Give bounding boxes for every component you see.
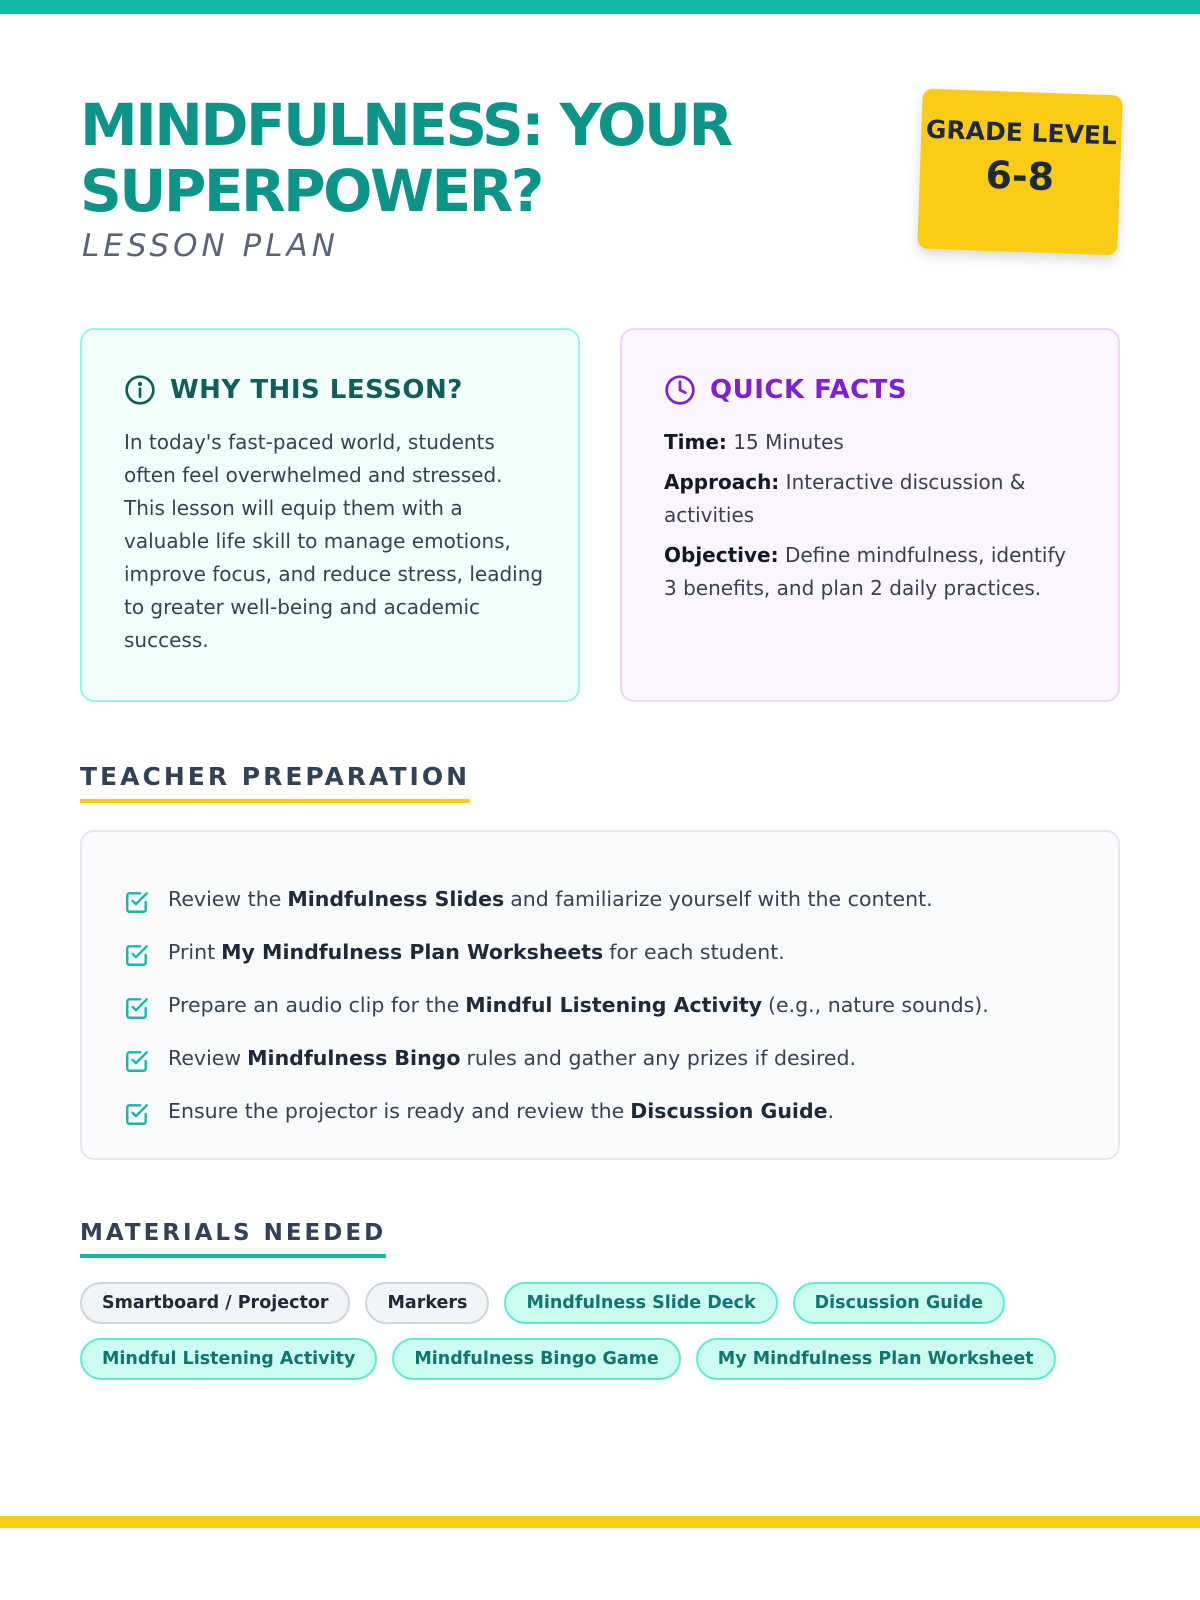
page-title: MINDFULNESS: YOUR SUPERPOWER? xyxy=(80,91,731,225)
prep-item-text: Review xyxy=(168,1045,242,1070)
facts-card-header xyxy=(664,374,907,406)
prep-item-bold: Discussion Guide xyxy=(630,1098,828,1123)
materials-row xyxy=(80,1338,1120,1380)
fact-value: Interactive discussion & activities xyxy=(664,470,1026,527)
why-this-lesson-card xyxy=(80,328,580,702)
prep-item-bold: Mindful Listening Activity xyxy=(465,992,763,1017)
quick-facts-card xyxy=(620,328,1120,702)
checkbox-checked-icon xyxy=(124,1048,150,1074)
grade-label: GRADE LEVEL xyxy=(925,114,1118,151)
prep-item-text: rules and gather any prizes if desired. xyxy=(466,1045,857,1070)
fact-label: Approach: xyxy=(664,470,780,494)
facts-card-heading: QUICK FACTS xyxy=(710,375,908,405)
prep-item xyxy=(124,925,1084,978)
prep-item-text: for each student. xyxy=(609,939,785,964)
checkbox-checked-icon xyxy=(124,942,150,968)
checkbox-checked-icon xyxy=(124,1101,150,1127)
material-chip: My Mindfulness Plan Worksheet xyxy=(696,1338,1056,1380)
fact-value: 15 Minutes xyxy=(733,430,844,454)
checkbox-checked-icon xyxy=(124,889,150,915)
grade-value: 6-8 xyxy=(984,152,1055,200)
checkbox-checked-icon xyxy=(124,995,150,1021)
fact-objective xyxy=(664,539,1084,605)
materials-chip-list xyxy=(80,1282,1120,1394)
prep-item xyxy=(124,978,1084,1031)
teacher-preparation-heading: TEACHER PREPARATION xyxy=(80,762,470,803)
why-card-header xyxy=(124,374,463,406)
why-card-body: In today's fast-paced world, students often feel overwhelmed and stressed. This lesson will equip them with a valuable life skill to manage emotions, improve focus, and reduce stress, leading to greater well-being and academic success. xyxy=(124,430,544,652)
prep-item-bold: Mindfulness Bingo xyxy=(247,1045,461,1070)
prep-item-text: Review the xyxy=(168,886,282,911)
prep-item xyxy=(124,872,1084,925)
fact-label: Objective: xyxy=(664,543,779,567)
materials-needed-heading: MATERIALS NEEDED xyxy=(80,1220,386,1258)
prep-item-text: Prepare an audio clip for the xyxy=(168,992,460,1017)
material-chip: Mindfulness Bingo Game xyxy=(392,1338,680,1380)
fact-time xyxy=(664,426,1084,459)
materials-row xyxy=(80,1282,1120,1324)
material-chip: Markers xyxy=(365,1282,489,1324)
prep-item-text: Ensure the projector is ready and review the xyxy=(168,1098,625,1123)
material-chip: Smartboard / Projector xyxy=(80,1282,350,1324)
prep-item-bold: Mindfulness Slides xyxy=(287,886,505,911)
facts-list xyxy=(664,426,1084,612)
material-chip: Mindful Listening Activity xyxy=(80,1338,377,1380)
page-subtitle: LESSON PLAN xyxy=(82,228,339,264)
material-chip: Mindfulness Slide Deck xyxy=(504,1282,777,1324)
info-circle-icon xyxy=(124,374,156,406)
fact-label: Time: xyxy=(664,430,727,454)
fact-approach xyxy=(664,466,1084,532)
prep-item-text: and familiarize yourself with the content. xyxy=(510,886,933,911)
prep-item xyxy=(124,1031,1084,1084)
prep-item-text: (e.g., nature sounds). xyxy=(768,992,989,1017)
top-accent-bar xyxy=(0,0,1200,14)
clock-icon xyxy=(664,374,696,406)
prep-item-text: Print xyxy=(168,939,216,964)
material-chip: Discussion Guide xyxy=(793,1282,1005,1324)
why-card-heading: WHY THIS LESSON? xyxy=(170,375,463,405)
fact-value: Define mindfulness, identify 3 benefits, and plan 2 daily practices. xyxy=(664,543,1066,600)
prep-item-bold: My Mindfulness Plan Worksheets xyxy=(221,939,604,964)
bottom-accent-bar xyxy=(0,1516,1200,1528)
prep-checklist xyxy=(124,872,1084,1137)
prep-item xyxy=(124,1084,1084,1137)
teacher-preparation-box xyxy=(80,830,1120,1160)
prep-item-text: . xyxy=(827,1098,835,1123)
grade-level-badge xyxy=(917,89,1122,256)
